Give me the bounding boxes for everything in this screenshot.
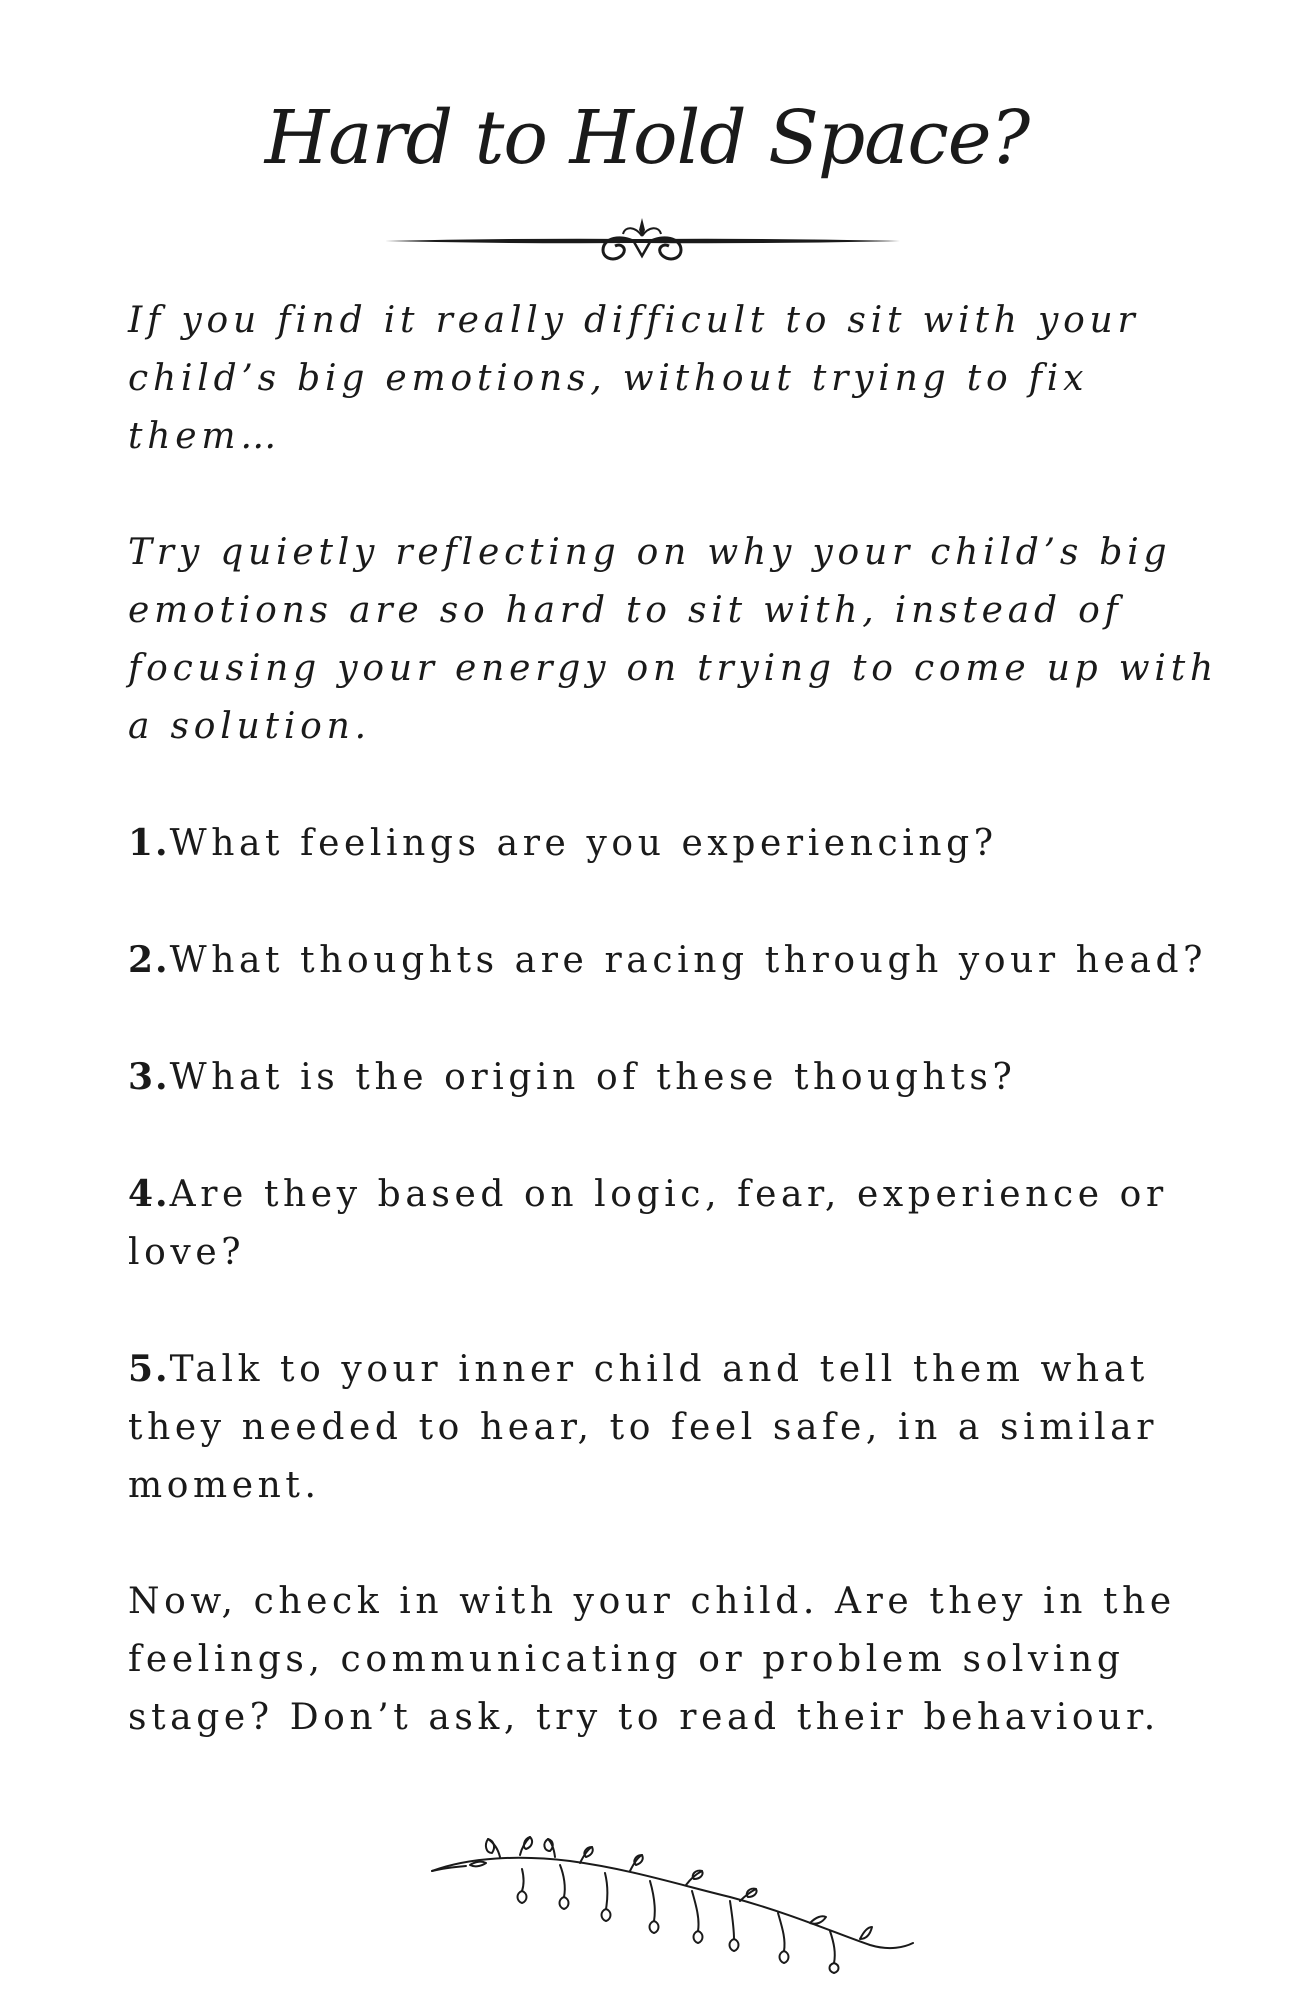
step-number: 1. — [128, 822, 170, 864]
floral-vine-icon — [430, 1835, 915, 1975]
step-text: What thoughts are racing through your head? — [169, 940, 1208, 981]
step-text: What is the origin of these thoughts? — [169, 1057, 1017, 1098]
step-text: Talk to your inner child and tell them what they needed to hear, to feel safe, in a similar moment. — [128, 1349, 1159, 1506]
step-number: 2. — [128, 939, 170, 981]
list-item — [128, 1340, 1238, 1515]
intro-paragraph: Try quietly reflecting on why your child’s big emotions are so hard to sit with, instead of focusing your energy on trying to come up with a solution. — [128, 532, 1218, 747]
content-body — [128, 292, 1238, 1747]
intro-paragraph: If you find it really difficult to sit with your child’s big emotions, without trying to fix them… — [128, 300, 1140, 457]
flourish-divider-icon — [385, 212, 900, 272]
step-text: Are they based on logic, fear, experience or love? — [128, 1174, 1168, 1273]
closing-paragraph: Now, check in with your child. Are they in the feelings, communicating or problem solving stage? Don’t ask, try to read their behaviour. — [128, 1581, 1176, 1738]
list-item — [128, 931, 1238, 990]
list-item — [128, 1048, 1238, 1107]
reflection-steps-list — [128, 814, 1238, 1515]
step-number: 3. — [128, 1056, 170, 1098]
step-text: What feelings are you experiencing? — [169, 823, 998, 864]
list-item — [128, 1165, 1238, 1282]
step-number: 5. — [128, 1348, 170, 1390]
page-title: Hard to Hold Space? — [264, 95, 1030, 181]
step-number: 4. — [128, 1173, 170, 1215]
list-item — [128, 814, 1238, 873]
